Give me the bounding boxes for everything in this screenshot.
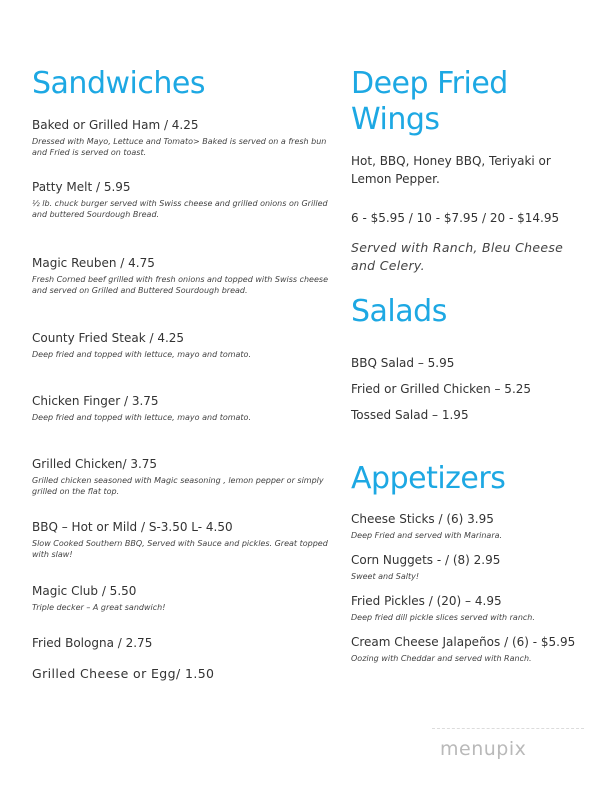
menu-item-grilled-chicken — [32, 457, 332, 497]
item-description: Triple decker – A great sandwich! — [32, 603, 166, 612]
menu-item-magic-club — [32, 584, 332, 613]
item-name: Fried Pickles / (20) – 4.95 — [351, 594, 502, 608]
item-name: Grilled Cheese or Egg/ 1.50 — [32, 666, 215, 681]
watermark-divider — [432, 728, 584, 729]
item-description: Grilled chicken seasoned with Magic seasoning , lemon pepper or simply grilled on the flat top. — [32, 476, 324, 496]
menu-item-bbq — [32, 520, 332, 560]
item-name: Cheese Sticks / (6) 3.95 — [351, 512, 494, 526]
wings-heading-line1: Deep Fried — [351, 66, 508, 101]
item-name: Cream Cheese Jalapeños / (6) - $5.95 — [351, 635, 576, 649]
item-name: Corn Nuggets - / (8) 2.95 — [351, 553, 501, 567]
item-description: Deep fried dill pickle slices served with ranch. — [351, 613, 535, 622]
salad-item-chicken: Fried or Grilled Chicken – 5.25 — [351, 382, 532, 396]
sandwiches-heading: Sandwiches — [32, 66, 205, 101]
item-name: Chicken Finger / 3.75 — [32, 394, 159, 408]
item-description: Oozing with Cheddar and served with Ranch. — [351, 654, 532, 663]
item-description: Sweet and Salty! — [351, 572, 420, 581]
wings-heading-line2: Wings — [351, 102, 440, 137]
item-description: Deep fried and topped with lettuce, mayo and tomato. — [32, 413, 251, 422]
menu-item-magic-reuben — [32, 256, 332, 296]
appetizer-cheese-sticks — [351, 512, 601, 541]
item-name: Fried Bologna / 2.75 — [32, 636, 153, 650]
item-description: Fresh Corned beef grilled with fresh onions and topped with Swiss cheese and served on Grilled and Buttered Sourdough bread. — [32, 275, 328, 295]
item-description: Deep fried and topped with lettuce, mayo and tomato. — [32, 350, 251, 359]
item-name: BBQ – Hot or Mild / S-3.50 L- 4.50 — [32, 520, 233, 534]
salad-item-tossed: Tossed Salad – 1.95 — [351, 408, 469, 422]
item-name: Patty Melt / 5.95 — [32, 180, 131, 194]
wings-served-with: Served with Ranch, Bleu Cheese and Celery. — [351, 240, 564, 273]
menu-item-chicken-finger — [32, 394, 332, 423]
item-name: Magic Club / 5.50 — [32, 584, 137, 598]
appetizer-jalapenos — [351, 635, 601, 664]
appetizer-fried-pickles — [351, 594, 601, 623]
appetizer-corn-nuggets — [351, 553, 601, 582]
item-name: Magic Reuben / 4.75 — [32, 256, 155, 270]
salad-item-bbq: BBQ Salad – 5.95 — [351, 356, 455, 370]
menupix-watermark: menupix — [440, 738, 527, 760]
item-name: Baked or Grilled Ham / 4.25 — [32, 118, 199, 132]
item-description: Slow Cooked Southern BBQ, Served with Sauce and pickles. Great topped with slaw! — [32, 539, 328, 559]
menu-item-patty-melt — [32, 180, 332, 220]
menu-item-grilled-cheese — [32, 666, 332, 681]
menu-item-county-fried-steak — [32, 331, 332, 360]
wings-heading — [351, 66, 508, 138]
salads-heading: Salads — [351, 294, 447, 329]
menu-item-ham — [32, 118, 332, 158]
item-name: County Fried Steak / 4.25 — [32, 331, 185, 345]
item-description: Deep Fried and served with Marinara. — [351, 531, 503, 540]
item-name: Grilled Chicken/ 3.75 — [32, 457, 158, 471]
item-description: ½ lb. chuck burger served with Swiss cheese and grilled onions on Grilled and buttered Sourdough Bread. — [32, 199, 328, 219]
wings-flavors: Hot, BBQ, Honey BBQ, Teriyaki or Lemon Pepper. — [351, 154, 551, 186]
wings-prices: 6 - $5.95 / 10 - $7.95 / 20 - $14.95 — [351, 211, 560, 225]
item-description: Dressed with Mayo, Lettuce and Tomato> Baked is served on a fresh bun and Fried is served on toast. — [32, 137, 327, 157]
appetizers-heading: Appetizers — [351, 461, 506, 496]
menu-item-fried-bologna — [32, 636, 332, 651]
